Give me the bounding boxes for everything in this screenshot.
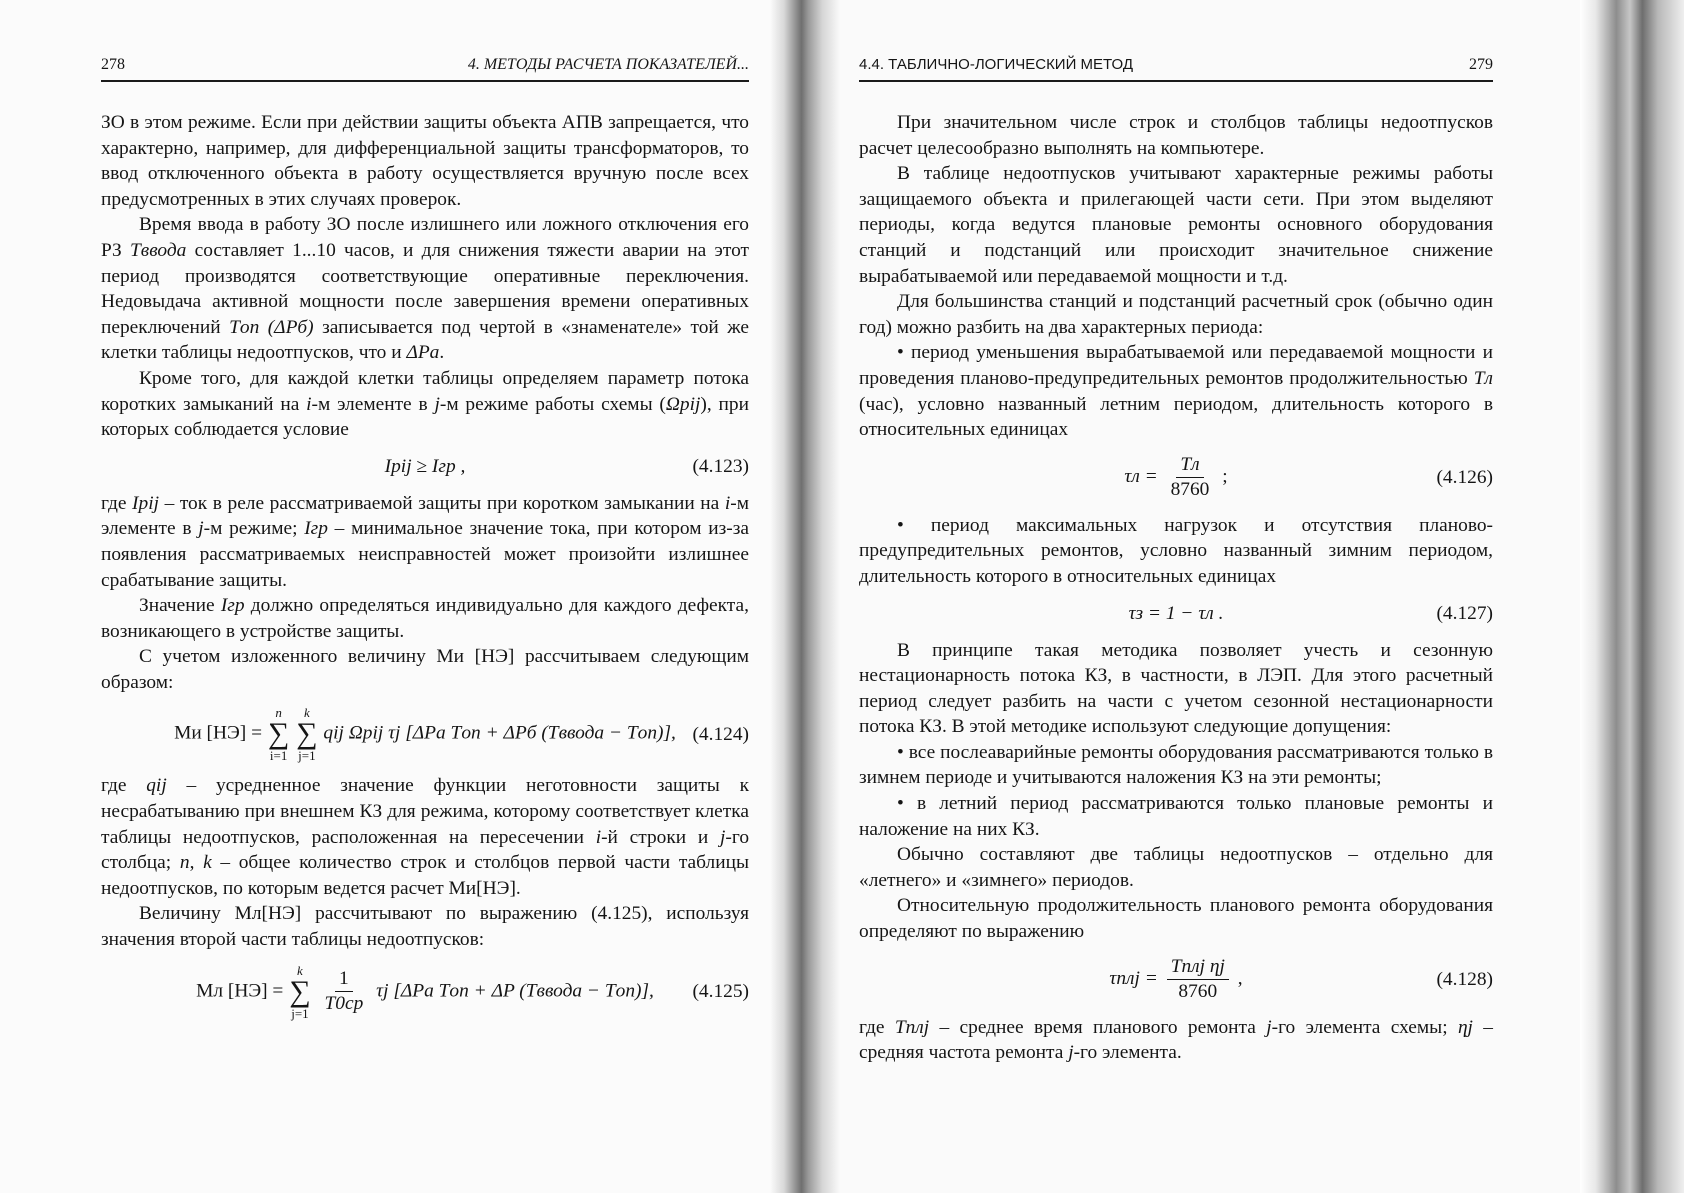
bullet-paragraph: • период максимальных нагрузок и отсутствия планово-предупредительных ремонтов, условно названный зимним периодом, длительность которого в относительных единицах <box>859 514 1493 587</box>
bullet-paragraph <box>859 340 1493 442</box>
paragraph <box>101 593 749 644</box>
text-run: – минимальное значение тока, при котором из-за появления рассматриваемых неисправностей может произойти излишнее срабатывание защиты. <box>101 518 749 591</box>
math-symbol: Tввода <box>130 239 187 261</box>
paragraph: Относительную продолжительность планового ремонта оборудования определяют по выражению <box>859 895 1493 943</box>
formula-tail: ; <box>1222 466 1228 488</box>
text-run: где <box>101 492 133 514</box>
formula-lhs: τл = <box>1124 466 1158 488</box>
math-symbol: Iгр <box>220 595 245 617</box>
paragraph <box>859 1015 1493 1066</box>
text-run: ), при которых соблюдается условие <box>101 393 749 441</box>
paragraph: В принципе такая методика позволяет учесть и сезонную нестационарность потока КЗ, в частности, в ЛЭП. Для этого расчетный период следует разбить на части с учетом сезонной нестационарности потока КЗ. В этой методике используют следующие допущения: <box>859 639 1493 738</box>
fraction-denominator: 8760 <box>1178 981 1218 1003</box>
text-run: Кроме того, для каждой клетки таблицы определяем параметр потока коротких замыканий на <box>101 367 749 415</box>
math-symbol: Ipij <box>132 492 159 514</box>
page-edge-shadow <box>1580 0 1684 1193</box>
formula-4-123 <box>101 449 749 485</box>
text-run: • период уменьшения вырабатываемой или передаваемой мощности и проведения планово-предупредительных ремонтов продолжительностью <box>859 342 1493 389</box>
formula-4-127 <box>859 596 1493 632</box>
math-symbol: j <box>1068 1042 1074 1064</box>
paragraph: С учетом изложенного величину Mи [НЭ] рассчитываем следующим образом: <box>101 646 749 693</box>
formula-rhs: τj [ΔPa Tоп + ΔP (Tввода − Tоп)], <box>376 980 654 1002</box>
math-symbol: i <box>306 393 312 415</box>
formula-expression <box>1124 453 1227 502</box>
text-run: – средняя частота ремонта <box>859 1016 1493 1064</box>
sum-lower: j=1 <box>291 1005 309 1021</box>
text-run: где <box>101 775 147 797</box>
text-run: – усредненное значение функции неготовности защиты к несрабатыванию при внешнем КЗ для режима, которому соответствует клетка таблицы недоотпусков, расположенная на пересечении <box>101 775 749 848</box>
text-run: – среднее время планового ремонта <box>929 1016 1267 1038</box>
text-run: записывается под чертой в «знаменателе» той же клетки таблицы недоотпусков, что и <box>101 316 750 364</box>
sum-lower: j=1 <box>298 748 316 764</box>
equation-number: (4.128) <box>1436 968 1493 990</box>
formula-rhs: qij Ωpij τj [ΔPa Tоп + ΔPб (Tввода − Tоп)], <box>323 722 676 744</box>
math-symbol: k <box>203 852 212 874</box>
formula-expression: Ipij ≥ Iгр , <box>384 455 466 477</box>
text-run: -м режиме; <box>203 518 305 540</box>
formula-expression <box>1109 955 1242 1004</box>
sum-symbol <box>296 706 317 762</box>
text-run: – ток в реле рассматриваемой защиты при коротком замыкании на <box>158 492 725 514</box>
left-page-header <box>101 54 749 82</box>
fraction <box>1167 453 1214 502</box>
sigma-glyph: ∑ <box>296 717 318 751</box>
fraction <box>320 967 367 1016</box>
math-symbol: Tплj <box>894 1016 930 1038</box>
text-run: , <box>189 852 204 874</box>
page-number: 279 <box>1469 56 1493 73</box>
paragraph: Обычно составляют две таблицы недоотпусков – отдельно для «летнего» и «зимнего» периодов. <box>859 844 1493 891</box>
formula-tail: , <box>1237 968 1243 990</box>
sum-symbol <box>268 706 289 762</box>
right-page-body <box>859 110 1493 1066</box>
fraction-denominator: T0ср <box>324 993 364 1015</box>
equation-number: (4.123) <box>692 455 749 477</box>
sum-upper: k <box>303 705 310 721</box>
text-run: Значение <box>139 595 221 617</box>
formula-4-125 <box>101 959 749 1025</box>
right-page-header <box>859 54 1493 82</box>
paragraph <box>101 212 749 366</box>
math-symbol: Tоп (ΔPб) <box>229 316 314 338</box>
equation-number: (4.126) <box>1436 466 1493 488</box>
text-run: Время ввода в работу ЗО после излишнего или ложного отключения его РЗ <box>101 214 749 261</box>
text-run: -го элемента. <box>1073 1042 1182 1064</box>
equation-number: (4.125) <box>692 980 749 1002</box>
equation-number: (4.127) <box>1436 602 1493 624</box>
paragraph: Для большинства станций и подстанций расчетный срок (обычно один год) можно разбить на два характерных периода: <box>859 291 1493 338</box>
sigma-glyph: ∑ <box>289 974 311 1008</box>
left-page-body <box>101 110 749 1031</box>
math-symbol: ηj <box>1457 1016 1473 1038</box>
text-run: -го столбца; <box>101 826 750 874</box>
bullet-paragraph: • все послеаварийные ремонты оборудования рассматриваются только в зимнем периоде и учитываются наложения КЗ на эти ремонты; <box>859 741 1493 789</box>
page-number: 278 <box>101 56 125 73</box>
math-symbol: Iгр <box>304 518 328 540</box>
math-symbol: j <box>198 518 204 540</box>
fraction <box>1167 955 1229 1004</box>
text-run: – общее количество строк и столбцов первой части таблицы недоотпусков, по которым ведется расчет Mи[НЭ]. <box>101 852 750 899</box>
sigma-glyph: ∑ <box>267 717 290 751</box>
text-run: где <box>859 1016 895 1038</box>
text-run: должно определяться индивидуально для каждого дефекта, возникающего в устройстве защиты. <box>101 595 749 642</box>
formula-expression <box>174 706 676 762</box>
formula-4-126 <box>859 449 1493 507</box>
paragraph: При значительном числе строк и столбцов таблицы недоотпусков расчет целесообразно выполнять на компьютере. <box>859 112 1493 159</box>
math-symbol: Ωpij <box>665 393 701 415</box>
book-gutter-shadow <box>770 0 840 1193</box>
math-symbol: i <box>724 492 731 514</box>
paragraph: Величину Mл[НЭ] рассчитывают по выражению (4.125), используя значения второй части таблицы недоотпусков: <box>101 903 749 951</box>
math-symbol: j <box>720 826 726 848</box>
text-run: -м элементе в <box>311 393 435 415</box>
text-run: (час), условно названный летним периодом, длительность которого в относительных единицах <box>859 393 1493 441</box>
fraction-numerator: Tл <box>1176 453 1203 478</box>
left-page <box>0 0 790 1193</box>
running-head: 4.4. ТАБЛИЧНО-ЛОГИЧЕСКИЙ МЕТОД <box>859 56 1134 73</box>
sum-symbol <box>289 964 310 1020</box>
math-symbol: qij <box>146 775 167 797</box>
running-head: 4. МЕТОДЫ РАСЧЕТА ПОКАЗАТЕЛЕЙ... <box>467 56 749 73</box>
formula-lhs: Mи [НЭ] = <box>174 722 263 744</box>
fraction-numerator: 1 <box>335 967 353 992</box>
text-run: -м режиме работы схемы ( <box>439 393 666 415</box>
paragraph: ЗО в этом режиме. Если при действии защиты объекта АПВ запрещается, что характерно, например, для дифференциальной защиты трансформаторов, то ввод отключенного объекта в работу осуществляется вручную после всех предусмотренных в этих случаях проверок. <box>101 112 749 210</box>
paragraph: В таблице недоотпусков учитывают характерные режимы работы защищаемого объекта и прилегающей части сети. При этом выделяют периоды, когда ведутся плановые ремонты основного оборудования станций и подстанций или происходит значительное снижение вырабатываемой или передаваемой мощности и т.д. <box>859 163 1493 287</box>
paragraph <box>101 773 749 901</box>
formula-lhs: Mл [НЭ] = <box>196 980 284 1002</box>
formula-4-124 <box>101 701 749 767</box>
equation-number: (4.124) <box>692 723 749 745</box>
math-symbol: n <box>179 852 190 874</box>
math-symbol: i <box>595 826 602 848</box>
fraction-denominator: 8760 <box>1170 479 1210 501</box>
text-run: -м элементе в <box>101 492 749 540</box>
fraction-numerator: Tплj ηj <box>1167 955 1229 980</box>
sum-upper: n <box>275 705 282 721</box>
formula-4-128 <box>859 951 1493 1009</box>
right-page <box>790 0 1684 1193</box>
bullet-paragraph: • в летний период рассматриваются только плановые ремонты и наложение на них КЗ. <box>859 793 1493 840</box>
formula-lhs: τплj = <box>1109 968 1158 990</box>
paragraph <box>101 491 749 593</box>
math-symbol: Tл <box>1473 367 1493 389</box>
text-run: -го элемента схемы; <box>1271 1016 1458 1038</box>
sum-lower: i=1 <box>269 748 288 764</box>
math-symbol: j <box>1266 1016 1272 1038</box>
text-run: . <box>439 342 445 364</box>
paragraph <box>101 366 749 443</box>
math-symbol: ΔPа <box>406 342 440 364</box>
formula-expression <box>196 964 654 1020</box>
sum-upper: k <box>297 962 303 978</box>
text-run: -й строки и <box>601 826 720 848</box>
formula-expression: τз = 1 − τл . <box>1128 602 1224 624</box>
math-symbol: j <box>434 393 440 415</box>
text-run: составляет 1...10 часов, и для снижения тяжести аварии на этот период производятся соответствующие оперативные переключения. Недовыдача активной мощности после завершения времени оперативных переключений <box>101 239 750 338</box>
